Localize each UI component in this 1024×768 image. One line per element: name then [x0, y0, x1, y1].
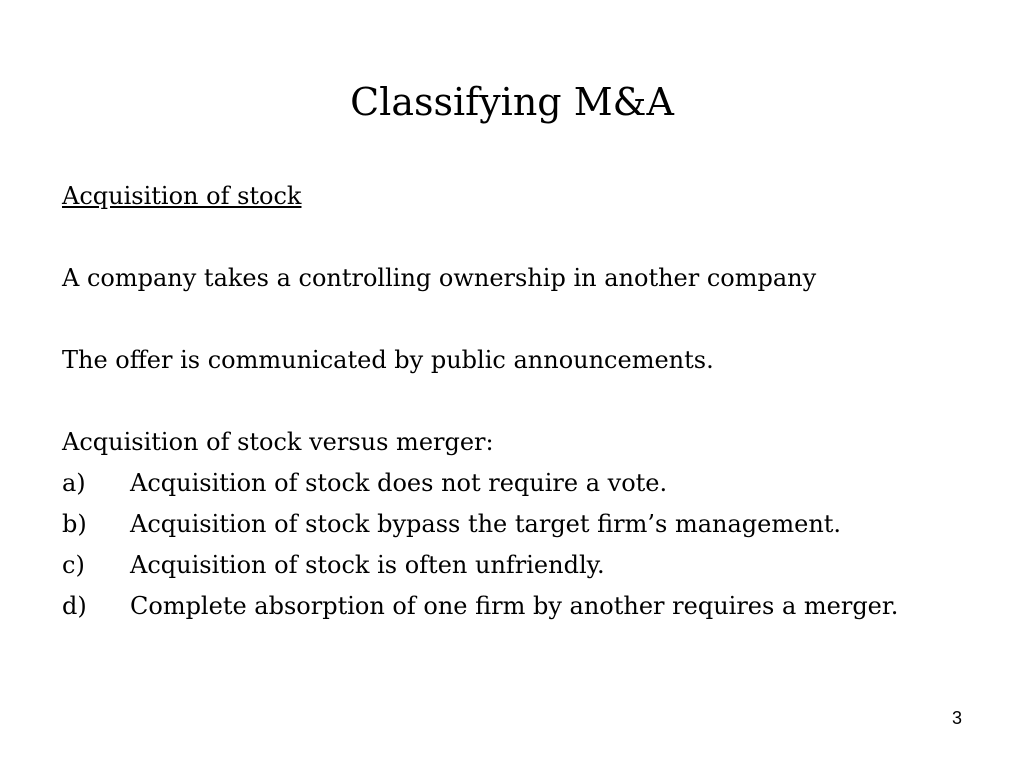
paragraph-public-announcements: The offer is communicated by public announcements. — [62, 346, 714, 374]
list-item-text: Acquisition of stock is often unfriendly. — [130, 551, 605, 579]
page-number: 3 — [951, 708, 962, 728]
list-item — [62, 549, 605, 581]
list-item — [62, 590, 898, 622]
list-marker: a) — [62, 469, 86, 497]
list-item-text: Acquisition of stock bypass the target firm’s management. — [130, 510, 842, 538]
slide-title: Classifying M&A — [350, 80, 674, 124]
list-marker: d) — [62, 592, 87, 620]
list-marker: b) — [62, 510, 87, 538]
paragraph-controlling-ownership: A company takes a controlling ownership in another company — [62, 264, 817, 292]
list-item — [62, 508, 841, 540]
list-item-text: Acquisition of stock does not require a vote. — [130, 469, 668, 497]
list-item-text: Complete absorption of one firm by another requires a merger. — [130, 592, 899, 620]
paragraph-versus-merger: Acquisition of stock versus merger: — [62, 428, 494, 456]
list-item — [62, 467, 667, 499]
list-marker: c) — [62, 551, 85, 579]
section-subheading: Acquisition of stock — [62, 182, 302, 210]
